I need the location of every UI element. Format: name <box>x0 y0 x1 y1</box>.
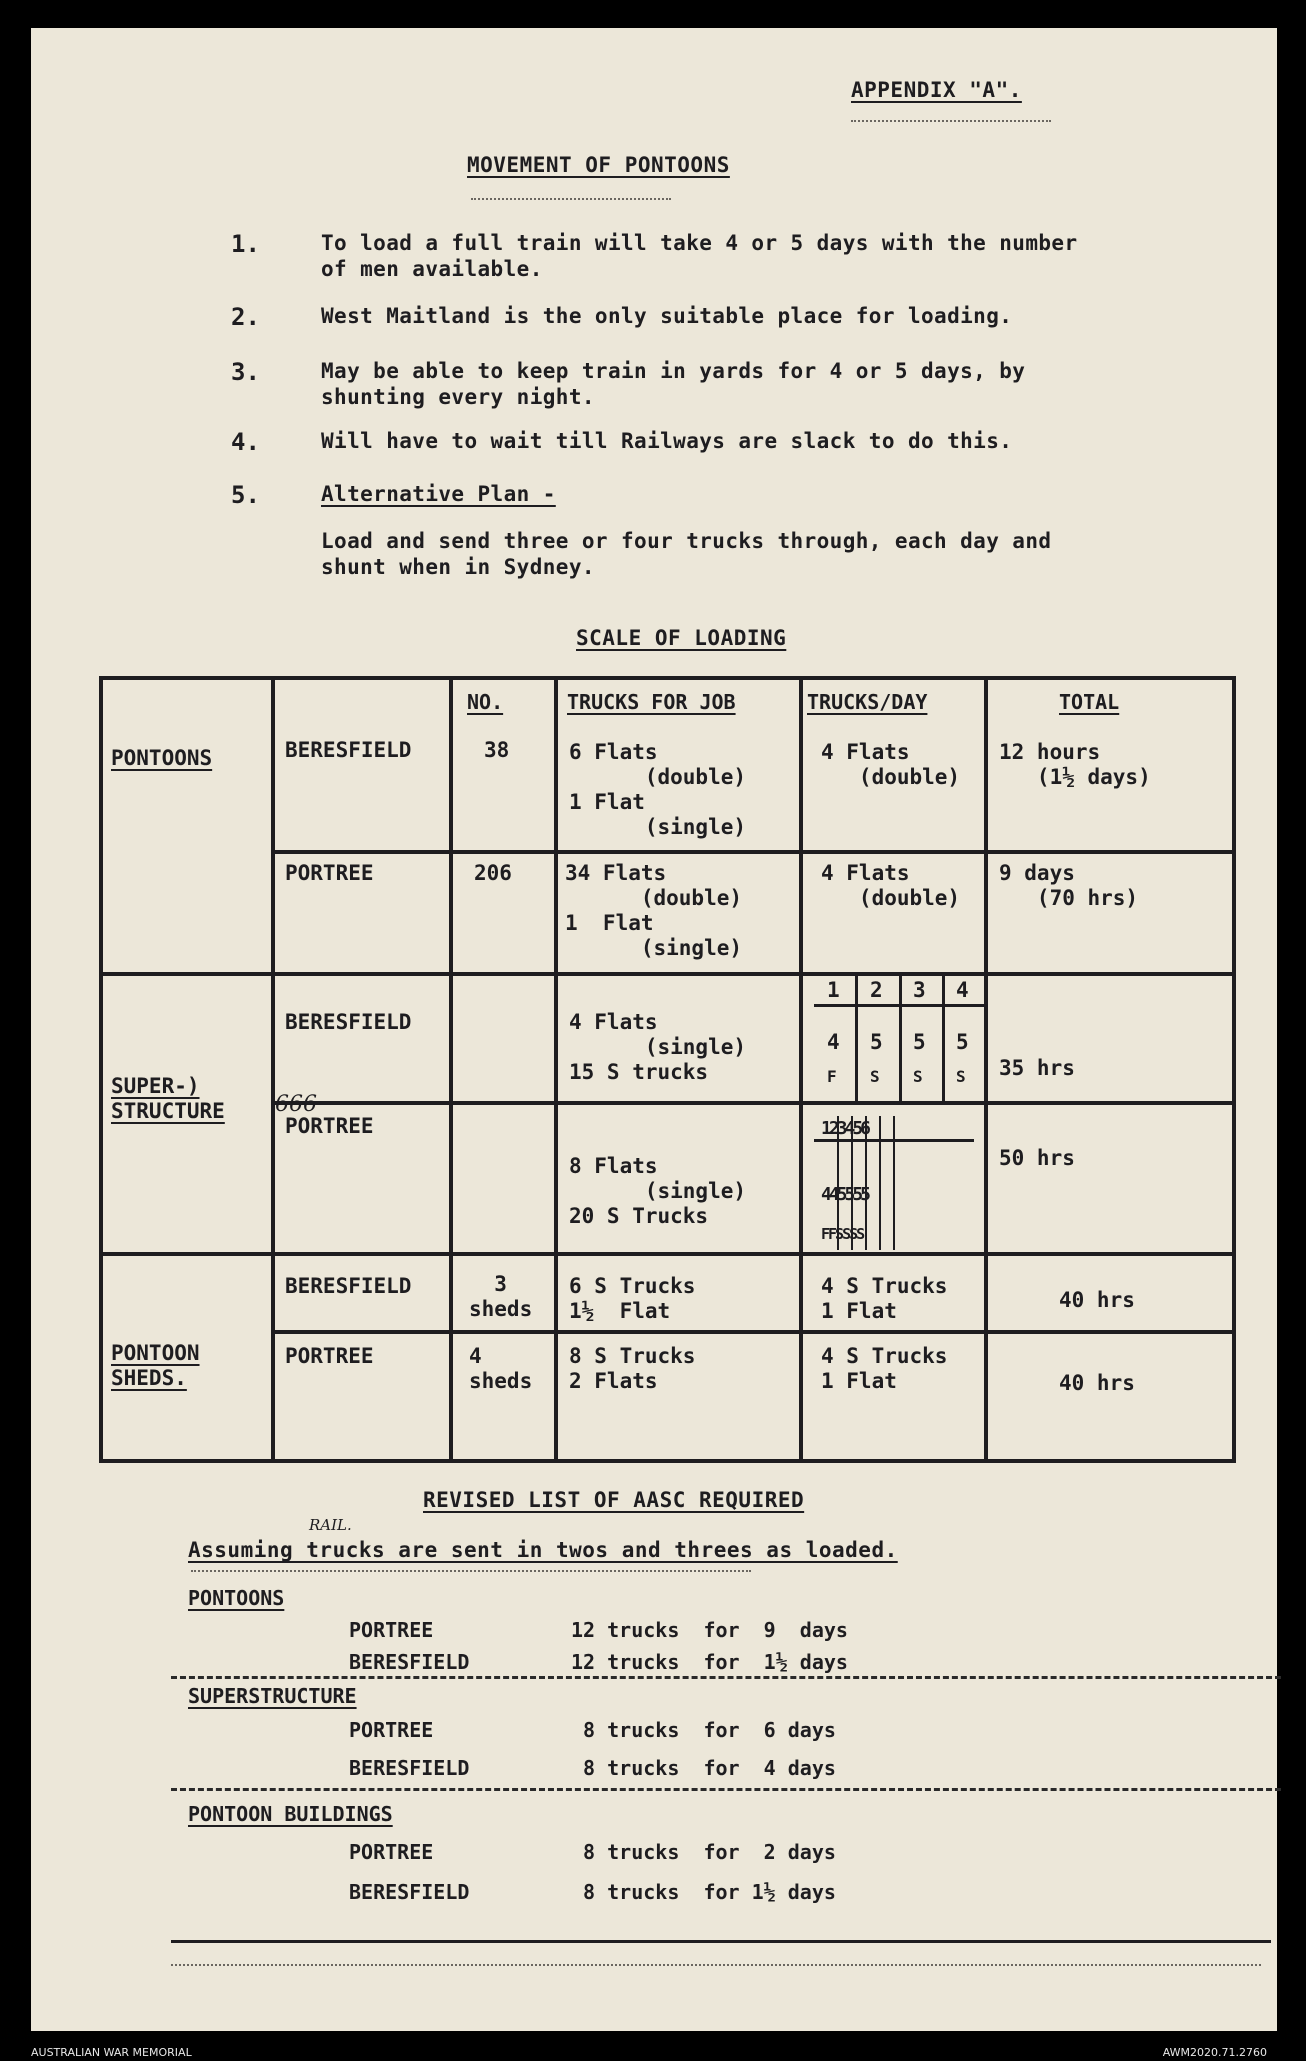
day-col: 4 <box>956 978 969 1002</box>
total: 40 hrs <box>1059 1371 1135 1395</box>
item-detail: Load and send three or four trucks through, each day and shunt when in Sydney. <box>321 529 1052 579</box>
count-no: 38 <box>484 738 510 762</box>
trucks-for-job: 6 S Trucks 1½ Flat <box>569 1274 696 1323</box>
list-value: 12 trucks for 9 days <box>571 1618 848 1642</box>
place-portree: PORTREE <box>285 1114 374 1138</box>
day-type: S <box>956 1067 966 1086</box>
day-cols: 123456 <box>821 1118 869 1139</box>
group-heading: PONTOONS <box>188 1586 285 1610</box>
day-col: 3 <box>913 978 926 1002</box>
day-type: F <box>827 1067 837 1086</box>
trucks-per-day: 4 Flats (double) <box>821 740 961 789</box>
item-number: 4. <box>231 428 260 456</box>
day-col: 2 <box>870 978 883 1002</box>
count-no: 206 <box>474 861 512 885</box>
place-portree: PORTREE <box>285 1344 374 1368</box>
trucks-per-day: 4 S Trucks 1 Flat <box>821 1274 948 1323</box>
day-val: 5 <box>913 1030 926 1054</box>
count-no: 3 sheds <box>469 1272 533 1321</box>
count-no: 4 sheds <box>469 1344 533 1393</box>
item-text: Will have to wait till Railways are slack to do this. <box>321 429 1013 453</box>
day-val: 5 <box>956 1030 969 1054</box>
dotted-rule <box>851 120 1051 122</box>
item-text: May be able to keep train in yards for 4 or 5 days, by shunting every night. <box>321 359 1026 409</box>
group-heading: SUPERSTRUCTURE <box>188 1684 357 1708</box>
place-beresfield: BERESFIELD <box>285 738 412 762</box>
total: 9 days (70 hrs) <box>999 861 1139 910</box>
handwritten-note: RAIL. <box>309 1516 352 1534</box>
trucks-per-day: 4 Flats (double) <box>821 861 961 910</box>
day-val: 4 <box>827 1030 840 1054</box>
total: 35 hrs <box>999 1056 1075 1080</box>
footer-right: AWM2020.71.2760 <box>1162 2046 1267 2059</box>
item-number: 5. <box>231 481 260 509</box>
header-trucks-day: TRUCKS/DAY <box>807 690 928 714</box>
group-heading: PONTOON BUILDINGS <box>188 1802 393 1826</box>
list-value: 8 trucks for 1½ days <box>571 1880 836 1904</box>
list-value: 8 trucks for 2 days <box>571 1840 836 1864</box>
list-place: BERESFIELD <box>349 1650 470 1674</box>
place-portree: PORTREE <box>285 861 374 885</box>
list-place: BERESFIELD <box>349 1756 470 1780</box>
list-place: BERESFIELD <box>349 1880 470 1904</box>
item-text: West Maitland is the only suitable place for loading. <box>321 304 1013 328</box>
scale-of-loading-table <box>99 676 1236 1459</box>
item-number: 1. <box>231 230 260 258</box>
header-trucks-for-job: TRUCKS FOR JOB <box>567 690 736 714</box>
row-group-pontoons: PONTOONS <box>111 746 213 770</box>
list-place: PORTREE <box>349 1618 434 1642</box>
day-col: 1 <box>827 978 840 1002</box>
trucks-for-job: 8 S Trucks 2 Flats <box>569 1344 696 1393</box>
list-place: PORTREE <box>349 1840 434 1864</box>
table-title: SCALE OF LOADING <box>576 626 787 650</box>
trucks-per-day: 4 S Trucks 1 Flat <box>821 1344 948 1393</box>
revised-title: REVISED LIST OF AASC REQUIRED <box>423 1488 805 1512</box>
trucks-for-job: 34 Flats (double) 1 Flat (single) <box>565 861 743 960</box>
header-total: TOTAL <box>1059 690 1120 714</box>
item-text: Alternative Plan - <box>321 482 556 506</box>
item-number: 2. <box>231 303 260 331</box>
page-title: MOVEMENT OF PONTOONS <box>467 153 730 177</box>
total: 50 hrs <box>999 1146 1075 1170</box>
footer-left: AUSTRALIAN WAR MEMORIAL <box>31 2046 192 2059</box>
day-val: 5 <box>870 1030 883 1054</box>
trucks-for-job: 8 Flats (single) 20 S Trucks <box>569 1154 747 1228</box>
item-text: To load a full train will take 4 or 5 days with the number of men available. <box>321 231 1078 281</box>
day-types: FFSSSS <box>821 1225 864 1243</box>
appendix-label: APPENDIX "A". <box>851 78 1022 102</box>
day-type: S <box>913 1067 923 1086</box>
row-group-sheds: PONTOON SHEDS. <box>111 1341 200 1390</box>
assumption-text: Assuming trucks are sent in twos and threes as loaded. <box>188 1538 898 1562</box>
place-beresfield: BERESFIELD <box>285 1274 412 1298</box>
list-place: PORTREE <box>349 1718 434 1742</box>
header-no: NO. <box>467 690 504 714</box>
trucks-for-job: 4 Flats (single) 15 S trucks <box>569 1010 747 1084</box>
dotted-rule <box>471 198 671 200</box>
trucks-for-job: 6 Flats (double) 1 Flat (single) <box>569 740 747 839</box>
row-group-superstructure: SUPER-) STRUCTURE <box>111 1074 225 1123</box>
list-value: 8 trucks for 6 days <box>571 1718 836 1742</box>
total: 12 hours (1½ days) <box>999 740 1151 789</box>
document-page <box>31 28 1277 2059</box>
total: 40 hrs <box>1059 1288 1135 1312</box>
handwritten-note: 666 <box>275 1092 317 1117</box>
list-value: 12 trucks for 1½ days <box>571 1650 848 1674</box>
day-type: S <box>870 1067 880 1086</box>
place-beresfield: BERESFIELD <box>285 1010 412 1034</box>
list-value: 8 trucks for 4 days <box>571 1756 836 1780</box>
day-vals: 445555 <box>821 1184 869 1205</box>
item-number: 3. <box>231 358 260 386</box>
